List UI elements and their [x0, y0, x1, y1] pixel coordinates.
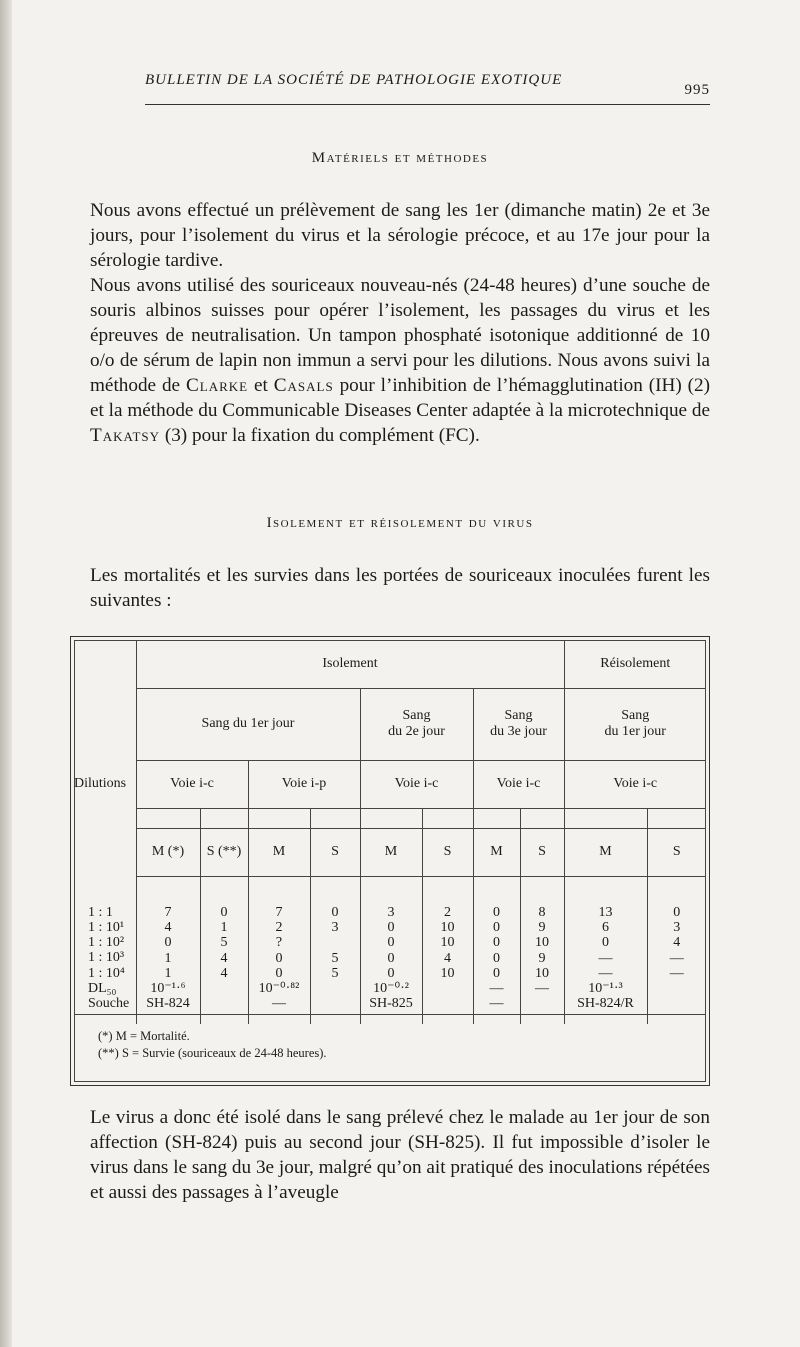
table-cell: 9	[538, 950, 546, 966]
table-cell: 10	[440, 965, 455, 981]
table-cell: 5	[220, 935, 228, 951]
table-cell: 10	[440, 920, 455, 936]
voie-ip-label: Voie i-p	[281, 776, 327, 791]
voie-ic-label: Voie i-c	[496, 776, 541, 791]
m-header: M	[564, 828, 647, 876]
table-cell: 0	[493, 905, 500, 921]
data-column	[647, 876, 706, 1024]
table-cell: SH-825	[369, 996, 413, 1012]
table-cell: 3	[331, 920, 339, 936]
table-cell: 4	[164, 920, 172, 936]
table-cell: 10⁻¹·³	[588, 981, 623, 997]
methods-text-a: Nous avons utilisé des souriceaux nouveau-nés (24-48 heures) d’une souche de souris albinos suisses pour opérer l’isolement, les passages du virus et les épreuves de neutralisation. Un tampon phosphaté isotonique additionné de 10 o/o de sérum de lapin non immun a servi pour les dilutions. Nous avons suivi la méthode de	[90, 275, 710, 396]
data-column	[473, 876, 520, 1024]
data-column	[564, 876, 647, 1024]
table-cell: SH-824	[146, 996, 190, 1012]
table-cell: 0	[673, 905, 681, 921]
data-column	[310, 876, 360, 1024]
data-column	[200, 876, 248, 1024]
table-cell: 0	[493, 920, 500, 936]
table-cell: 3	[673, 920, 681, 936]
table-cell: 0	[493, 935, 500, 951]
data-column	[422, 876, 473, 1024]
table-cell: —	[669, 950, 684, 966]
table-cell: 0	[493, 950, 500, 966]
sang-2e-jour-header	[360, 688, 473, 760]
table-cell	[311, 981, 360, 996]
s-header: S	[310, 828, 360, 876]
data-column	[248, 876, 310, 1024]
table-cell: 5	[331, 965, 339, 981]
table-cell: 4	[673, 935, 681, 951]
page-gutter-shadow	[0, 0, 12, 1347]
table-notes-separator	[74, 1014, 706, 1015]
row-labels-column	[74, 876, 136, 1024]
data-column	[360, 876, 422, 1024]
table-notes	[98, 1028, 327, 1062]
voie-ic-header-4	[564, 760, 706, 808]
table-cell: 10⁻⁰·²	[373, 981, 409, 997]
reisolement-header: Réisolement	[564, 640, 706, 688]
row-label: DL₅₀	[88, 980, 117, 996]
sang-1er-jour-header: Sang du 1er jour	[136, 688, 360, 760]
row-label: 1 : 10¹	[88, 919, 125, 935]
note-mortalite: (*) M = Mortalité.	[98, 1029, 190, 1043]
table-cell: SH-824/R	[577, 996, 634, 1012]
table-cell	[648, 996, 707, 1011]
row-label: 1 : 10⁴	[88, 965, 125, 981]
table-cell	[201, 996, 248, 1011]
table-cell: 1	[164, 950, 172, 966]
sang-reisolement-header	[564, 688, 706, 760]
table-cell: 4	[220, 950, 228, 966]
methods-text-d: (3) pour la fixation du complément (FC).	[160, 425, 480, 446]
voie-ip-header	[248, 760, 360, 808]
table-cell: 0	[275, 965, 283, 981]
table-cell: 0	[602, 935, 609, 951]
table-cell	[311, 996, 360, 1011]
row-label: Souche	[88, 996, 130, 1011]
table-cell: 0	[164, 935, 172, 951]
m-header: M	[248, 828, 310, 876]
m-header: M (*)	[136, 828, 200, 876]
header-rule	[145, 104, 710, 105]
m-header: M	[473, 828, 520, 876]
results-table	[74, 640, 706, 1024]
voie-ic-label: Voie i-c	[394, 776, 439, 791]
m-header: M	[360, 828, 422, 876]
sang-2e-label-b: du 2e jour	[388, 724, 445, 739]
isolement-header: Isolement	[136, 640, 564, 688]
table-cell: 0	[387, 935, 395, 951]
table-cell: 7	[164, 905, 172, 921]
data-column	[520, 876, 564, 1024]
sang-r-label-b: du 1er jour	[604, 724, 666, 739]
table-cell	[648, 981, 707, 996]
paragraph-methods	[90, 273, 710, 448]
table-cell: 2	[275, 920, 283, 936]
table-cell: 0	[387, 965, 395, 981]
table-cell	[423, 981, 473, 996]
table-cell: 0	[220, 905, 228, 921]
table-cell: 10	[440, 935, 455, 951]
table-cell: —	[272, 996, 286, 1012]
table-cell: 0	[331, 905, 339, 921]
table-cell: 10	[535, 965, 549, 981]
methods-text-c: pour l’inhibition de l’hémagglutination (IH) (2) et la méthode du Communicable Diseases Center adaptée à la microtechnique de	[90, 375, 710, 421]
table-cell	[423, 996, 473, 1011]
author-casals: Casals	[273, 375, 334, 396]
s-header: S (**)	[200, 828, 248, 876]
table-cell: 2	[444, 905, 451, 921]
note-survie: (**) S = Survie (souriceaux de 24-48 heures).	[98, 1046, 327, 1060]
table-cell: 9	[538, 920, 546, 936]
dilutions-header	[74, 640, 136, 876]
table-cell	[201, 981, 248, 996]
voie-ic-header-2	[360, 760, 473, 808]
sang-3e-label-b: du 3e jour	[490, 724, 547, 739]
table-cell: 10	[535, 935, 549, 951]
s-header: S	[647, 828, 706, 876]
section-title-isolation: Isolement et réisolement du virus	[266, 515, 534, 531]
running-title: BULLETIN DE LA SOCIÉTÉ DE PATHOLOGIE EXOTIQUE	[145, 72, 563, 88]
row-label: 1 : 10³	[88, 950, 125, 966]
row-label: 1 : 1	[88, 904, 113, 920]
methods-text-b: et	[248, 375, 274, 396]
paragraph-prelevement	[90, 198, 710, 273]
table-cell: 8	[538, 905, 546, 921]
voie-ic-header-3	[473, 760, 564, 808]
table-cell: —	[598, 965, 613, 981]
voie-ic-header-1	[136, 760, 248, 808]
s-header: S	[422, 828, 473, 876]
table-cell: 0	[387, 920, 395, 936]
table-cell: 10⁻⁰·⁸²	[258, 981, 300, 997]
table-cell: —	[489, 981, 504, 997]
table-cell	[521, 996, 564, 1011]
table-cell: 7	[275, 905, 283, 921]
table-cell: 6	[602, 920, 609, 936]
table-cell: 1	[220, 920, 228, 936]
table-cell: 1	[164, 965, 172, 981]
table-cell: 13	[598, 905, 613, 921]
table-cell	[311, 935, 360, 950]
sang-3e-label-a: Sang	[504, 708, 533, 723]
page-number: 995	[684, 82, 710, 98]
table-cell: 0	[387, 950, 395, 966]
sang-r-label-a: Sang	[621, 708, 650, 723]
author-takatsy: Takatsy	[90, 425, 161, 446]
s-header: S	[520, 828, 564, 876]
table-cell: 5	[331, 950, 339, 966]
paragraph-conclusion: Le virus a donc été isolé dans le sang prélevé chez le malade au 1er jour de son affection (SH-824) puis au second jour (SH-825). Il fut impossible d’isoler le virus dans le sang du 3e jour, malgré qu’on ait pratiqué des inoculations répétées et aussi des passages à l’aveugle	[90, 1107, 710, 1203]
table-cell: —	[669, 965, 684, 981]
author-clarke: Clarke	[185, 375, 249, 396]
table-cell: —	[535, 981, 549, 997]
voie-ic-label: Voie i-c	[170, 776, 214, 791]
table-cell: —	[489, 996, 504, 1012]
table-cell: 4	[444, 950, 451, 966]
row-label: 1 : 10²	[88, 935, 125, 951]
table-cell: 3	[387, 905, 395, 921]
table-cell: ?	[275, 935, 283, 951]
data-column	[136, 876, 200, 1024]
dilutions-label: Dilutions	[74, 776, 127, 791]
voie-ic-label: Voie i-c	[613, 776, 658, 791]
table-cell: —	[598, 950, 613, 966]
sang-3e-jour-header	[473, 688, 564, 760]
paragraph-mortalites: Les mortalités et les survies dans les portées de souriceaux inoculées furent les suivantes :	[90, 565, 710, 611]
paragraph-text: Nous avons effectué un prélèvement de sang les 1er (dimanche matin) 2e et 3e jours, pour l’isolement du virus et la sérologie précoce, et au 17e jour pour la sérologie tardive.	[90, 200, 710, 271]
table-cell: 0	[493, 965, 500, 981]
section-title-materials: Matériels et méthodes	[311, 150, 489, 166]
table-cell: 4	[220, 965, 228, 981]
table-cell: 10⁻¹·⁶	[150, 981, 186, 997]
table-cell: 0	[275, 950, 283, 966]
sang-2e-label-a: Sang	[402, 708, 431, 723]
running-header	[145, 72, 710, 98]
